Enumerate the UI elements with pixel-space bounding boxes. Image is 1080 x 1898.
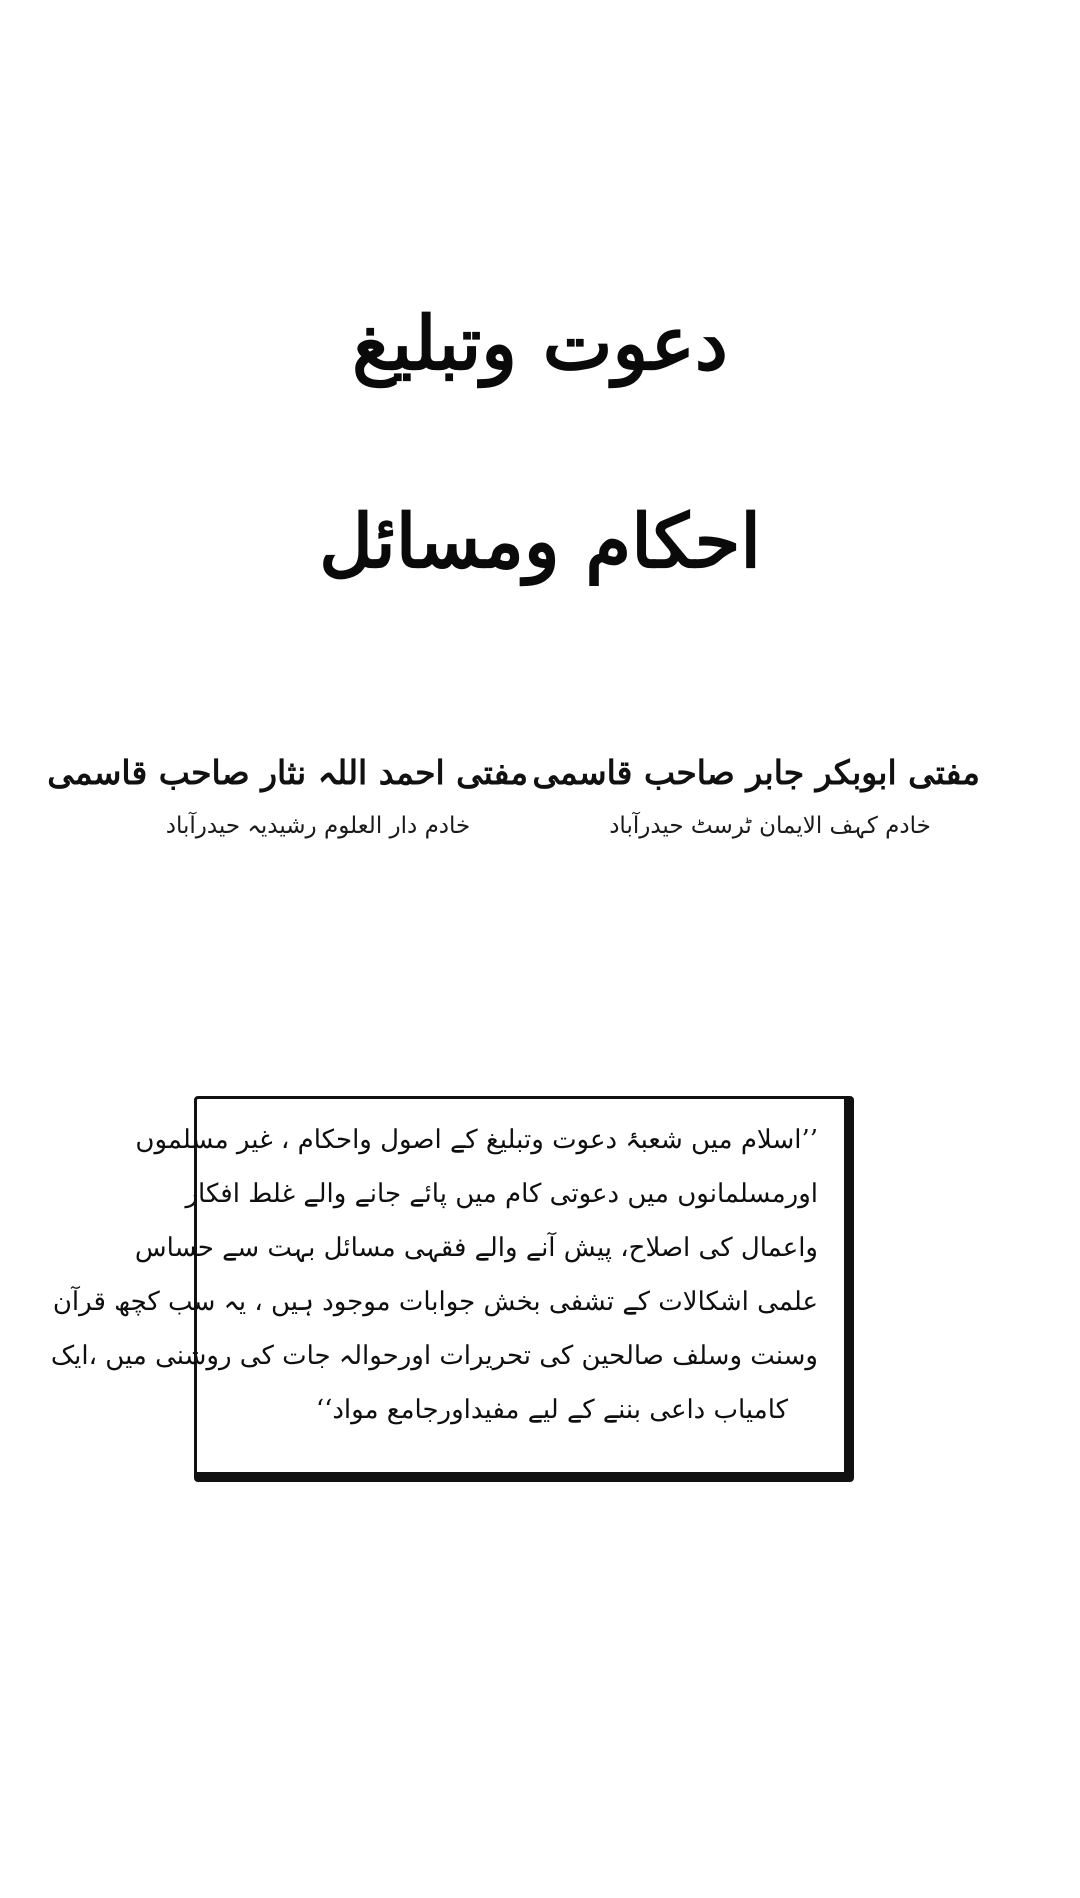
author-block-2 [47, 752, 528, 841]
author-name: مفتی ابوبکر جابر صاحب قاسمی [532, 753, 980, 792]
book-title-line-2: احکام ومسائل [319, 499, 761, 585]
book-title-line-1: دعوت وتبلیغ [352, 301, 728, 387]
description-line: علمی اشکالات کے تشفی بخش جوابات موجود ہیں ، یہ سب کچھ قرآن [52, 1287, 818, 1317]
description-line: اورمسلمانوں میں دعوتی کام میں پائے جانے والے غلط افکار [185, 1179, 818, 1209]
author-block-1 [532, 752, 980, 841]
author-role: خادم دار العلوم رشیدیہ حیدرآباد [165, 813, 471, 840]
author-name: مفتی احمد اللہ نثار صاحب قاسمی [47, 753, 528, 792]
description-line: کامیاب داعی بننے کے لیے مفیداورجامع مواد‘‘ [315, 1395, 788, 1425]
description-line: وسنت وسلف صالحین کی تحریرات اورحوالہ جات کی روشنی میں ،ایک [50, 1341, 818, 1371]
author-role: خادم کہف الایمان ٹرسٹ حیدرآباد [609, 813, 931, 840]
description-line: ’’اسلام میں شعبۂ دعوت وتبلیغ کے اصول واحکام ، غیر مسلموں [135, 1125, 818, 1155]
description-box [50, 1096, 854, 1482]
description-line: واعمال کی اصلاح، پیش آنے والے فقہی مسائل بہت سے حساس [134, 1233, 818, 1263]
